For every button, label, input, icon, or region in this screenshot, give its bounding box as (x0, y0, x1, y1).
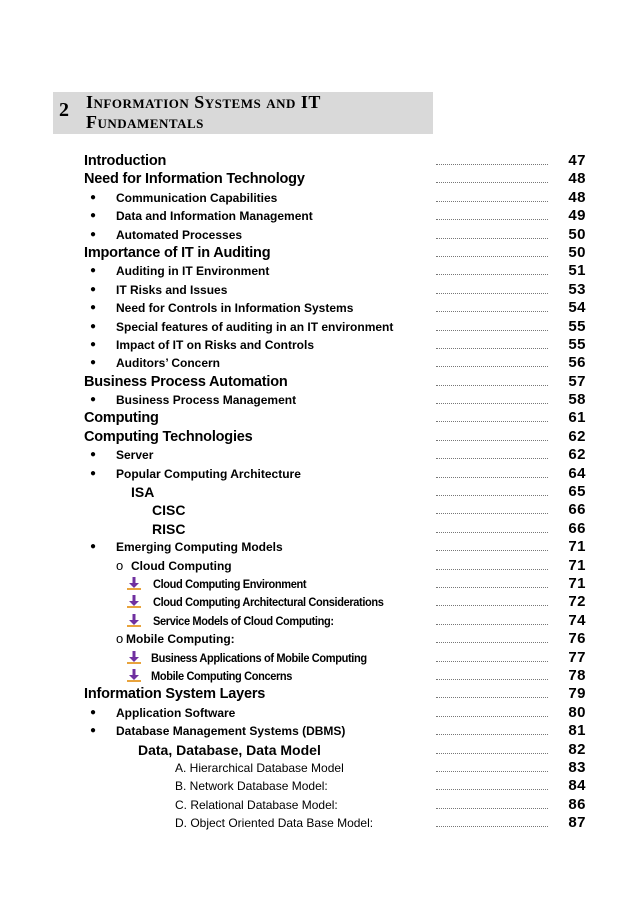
toc-entry-title: Computing (84, 410, 159, 427)
dot-leader (436, 532, 548, 533)
chapter-number: 2 (59, 99, 69, 121)
toc-entry-page: 54 (568, 299, 586, 317)
toc-entry-page: 57 (568, 372, 586, 390)
bullet-icon: ● (90, 228, 97, 240)
dot-leader (436, 311, 548, 312)
bullet-icon: ● (90, 320, 97, 332)
toc-entry-page: 65 (568, 483, 586, 501)
toc-entry[interactable] (0, 704, 638, 722)
toc-entry-title: C. Relational Database Model: (175, 797, 338, 812)
toc-entry[interactable] (0, 741, 638, 759)
bullet-icon: ● (90, 338, 97, 350)
toc-entry-page: 74 (568, 611, 586, 629)
dot-leader (436, 256, 548, 257)
toc-entry-page: 80 (568, 703, 586, 721)
toc-entry-title: Data and Information Management (116, 209, 313, 224)
dot-leader (436, 642, 548, 643)
arrow-bullet-icon (127, 595, 141, 608)
arrow-bullet-icon (127, 651, 141, 664)
dot-leader (436, 182, 548, 183)
toc-entry-page: 84 (568, 777, 586, 795)
toc-entry-title: B. Network Database Model: (175, 779, 328, 794)
toc-entry-title: Impact of IT on Risks and Controls (116, 337, 315, 352)
bullet-icon: ● (90, 394, 97, 406)
toc-entry-page: 51 (568, 262, 586, 280)
dot-leader (436, 753, 548, 754)
toc-entry[interactable] (0, 593, 638, 611)
toc-entry[interactable] (0, 777, 638, 795)
dot-leader (436, 605, 548, 606)
toc-entry[interactable] (0, 207, 638, 225)
toc-entry[interactable] (0, 630, 638, 648)
toc-entry[interactable] (0, 575, 638, 593)
toc-entry-page: 81 (568, 722, 586, 740)
toc-entry[interactable] (0, 722, 638, 740)
chapter-title: Information Systems and IT Fundamentals (86, 92, 321, 132)
toc-entry-title: Computing Technologies (84, 428, 253, 445)
toc-entry[interactable] (0, 170, 638, 188)
arrow-bullet-icon (127, 577, 141, 590)
toc-entry[interactable] (0, 796, 638, 814)
bullet-icon: ● (90, 725, 97, 737)
toc-entry-title: Cloud Computing (131, 558, 232, 573)
toc-entry[interactable] (0, 759, 638, 777)
bullet-icon: ● (90, 283, 97, 295)
toc-entry-title: Auditing in IT Environment (116, 264, 270, 279)
toc-entry-page: 62 (568, 427, 586, 445)
toc-entry[interactable] (0, 152, 638, 170)
toc-entry[interactable] (0, 465, 638, 483)
circle-bullet-icon: o (116, 631, 124, 647)
dot-leader (436, 274, 548, 275)
dot-leader (436, 366, 548, 367)
toc-entry[interactable] (0, 557, 638, 575)
toc-entry-page: 66 (568, 501, 586, 519)
bullet-icon: ● (90, 265, 97, 277)
toc-entry-title: Auditors’ Concern (116, 356, 221, 371)
toc-entry-page: 87 (568, 814, 586, 832)
toc-entry-title: Data, Database, Data Model (138, 741, 321, 758)
toc-entry-title: Application Software (116, 705, 236, 720)
toc-entry[interactable] (0, 520, 638, 538)
dot-leader (436, 458, 548, 459)
dot-leader (436, 330, 548, 331)
toc-entry-page: 71 (568, 556, 586, 574)
toc-entry[interactable] (0, 667, 638, 685)
dot-leader (436, 219, 548, 220)
bullet-icon: ● (90, 541, 97, 553)
dot-leader (436, 697, 548, 698)
toc-entry-title: Business Process Management (116, 393, 297, 408)
toc-entry-title: Information System Layers (84, 686, 266, 703)
dot-leader (436, 348, 548, 349)
bullet-icon: ● (90, 302, 97, 314)
toc-entry-page: 83 (568, 758, 586, 776)
toc-entry-title: Mobile Computing Concerns (151, 668, 293, 683)
dot-leader (436, 587, 548, 588)
toc-entry-page: 78 (568, 666, 586, 684)
bullet-icon: ● (90, 449, 97, 461)
toc-entry-page: 61 (568, 409, 586, 427)
toc-entry-title: Special features of auditing in an IT environment (116, 319, 394, 334)
toc-entry-page: 72 (568, 593, 586, 611)
toc-entry[interactable] (0, 226, 638, 244)
toc-entry[interactable] (0, 612, 638, 630)
dot-leader (436, 789, 548, 790)
dot-leader (436, 771, 548, 772)
toc-entry[interactable] (0, 244, 638, 262)
arrow-bullet-icon (127, 669, 141, 682)
toc-entry[interactable] (0, 391, 638, 409)
dot-leader (436, 293, 548, 294)
toc-entry-title: Communication Capabilities (116, 190, 278, 205)
dot-leader (436, 440, 548, 441)
toc-entry[interactable] (0, 354, 638, 372)
toc-entry-title: Business Applications of Mobile Computing (151, 650, 367, 665)
circle-bullet-icon: o (116, 557, 124, 573)
dot-leader (436, 624, 548, 625)
toc-entry-title: RISC (152, 520, 186, 537)
toc-entry-title: Introduction (84, 153, 167, 169)
toc-entry-page: 79 (568, 685, 586, 703)
toc-entry-page: 76 (568, 630, 586, 648)
toc-entry-page: 56 (568, 354, 586, 372)
toc-entry[interactable] (0, 538, 638, 556)
toc-entry-title: Server (116, 448, 154, 463)
bullet-icon: ● (90, 210, 97, 222)
bullet-icon: ● (90, 467, 97, 479)
toc-entry[interactable] (0, 501, 638, 519)
toc-entry-page: 53 (568, 280, 586, 298)
toc-entry-page: 47 (568, 152, 586, 169)
dot-leader (436, 716, 548, 717)
dot-leader (436, 513, 548, 514)
bullet-icon: ● (90, 191, 97, 203)
toc-entry[interactable] (0, 428, 638, 446)
toc-entry-page: 55 (568, 317, 586, 335)
toc-entry-page: 48 (568, 170, 586, 188)
toc-entry-page: 58 (568, 391, 586, 409)
toc-entry-title: Need for Information Technology (84, 171, 305, 188)
toc-entry[interactable] (0, 814, 638, 832)
table-of-contents (0, 152, 638, 832)
toc-entry[interactable] (0, 336, 638, 354)
toc-entry-page: 71 (568, 538, 586, 556)
dot-leader (436, 385, 548, 386)
toc-entry[interactable] (0, 446, 638, 464)
toc-entry-title: CISC (152, 502, 186, 519)
toc-entry-title: IT Risks and Issues (116, 282, 228, 297)
toc-entry-title: Mobile Computing: (126, 632, 235, 647)
toc-entry[interactable] (0, 685, 638, 703)
toc-entry[interactable] (0, 281, 638, 299)
toc-entry-page: 64 (568, 464, 586, 482)
toc-entry[interactable] (0, 483, 638, 501)
dot-leader (436, 238, 548, 239)
toc-entry-title: ISA (131, 484, 155, 501)
bullet-icon: ● (90, 706, 97, 718)
toc-entry[interactable] (0, 262, 638, 280)
toc-entry-title: Need for Controls in Information Systems (116, 301, 354, 316)
dot-leader (436, 421, 548, 422)
dot-leader (436, 661, 548, 662)
toc-entry-title: Cloud Computing Environment (153, 576, 307, 591)
toc-entry-title: Popular Computing Architecture (116, 466, 301, 481)
dot-leader (436, 550, 548, 551)
toc-entry-title: Emerging Computing Models (116, 540, 283, 555)
toc-entry-page: 49 (568, 207, 586, 225)
toc-entry-page: 62 (568, 446, 586, 464)
arrow-bullet-icon (127, 614, 141, 627)
dot-leader (436, 477, 548, 478)
toc-entry[interactable] (0, 409, 638, 427)
toc-entry[interactable] (0, 299, 638, 317)
toc-entry-page: 66 (568, 519, 586, 537)
dot-leader (436, 569, 548, 570)
toc-entry-page: 50 (568, 243, 586, 261)
bullet-icon: ● (90, 357, 97, 369)
toc-entry[interactable] (0, 649, 638, 667)
dot-leader (436, 164, 548, 165)
dot-leader (436, 495, 548, 496)
toc-entry-page: 71 (568, 574, 586, 592)
toc-entry-title: Database Management Systems (DBMS) (116, 724, 346, 739)
toc-entry-page: 82 (568, 740, 586, 758)
toc-entry-page: 48 (568, 188, 586, 206)
toc-entry-title: Business Process Automation (84, 373, 288, 390)
toc-entry-title: Automated Processes (116, 227, 243, 242)
toc-entry-page: 86 (568, 795, 586, 813)
dot-leader (436, 734, 548, 735)
toc-entry[interactable] (0, 189, 638, 207)
dot-leader (436, 403, 548, 404)
toc-entry-title: Service Models of Cloud Computing: (153, 613, 334, 628)
toc-entry-title: Cloud Computing Architectural Considerations (153, 595, 384, 610)
dot-leader (436, 201, 548, 202)
toc-entry-title: D. Object Oriented Data Base Model: (175, 816, 374, 831)
toc-entry-title: Importance of IT in Auditing (84, 244, 271, 261)
dot-leader (436, 808, 548, 809)
dot-leader (436, 679, 548, 680)
dot-leader (436, 826, 548, 827)
toc-entry-title: A. Hierarchical Database Model (175, 760, 344, 775)
toc-entry-page: 55 (568, 335, 586, 353)
toc-entry-page: 77 (568, 648, 586, 666)
toc-entry-page: 50 (568, 225, 586, 243)
toc-entry[interactable] (0, 373, 638, 391)
toc-entry[interactable] (0, 318, 638, 336)
